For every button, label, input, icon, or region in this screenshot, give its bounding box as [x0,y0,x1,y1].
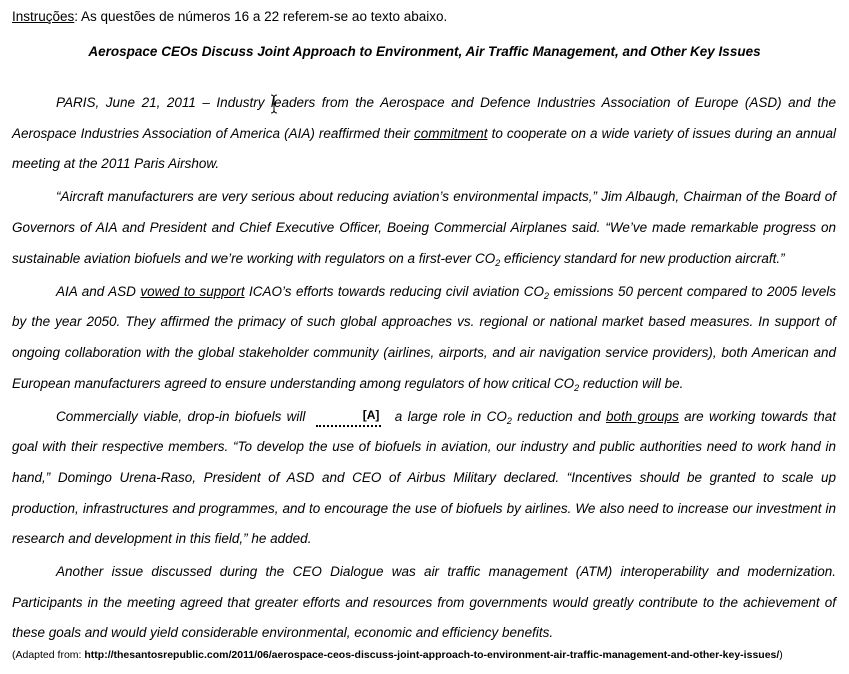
source-suffix: ) [779,649,783,661]
paragraph-3-text-a: AIA and ASD [56,283,141,299]
underlined-both-groups: both groups [605,408,679,424]
paragraph-4-text-d: are working towards that goal with their respective members. “To develop the use of biofuels in aviation, our industry and public authorities need to work hand in hand,” Domingo Urena-Raso, President of ASD and CEO of Airbus Military declared. “Incentives should be granted to scale up production, infrastructures and programmes, and to encourage the use of biofuels by airlines. We also need to increase our investment in research and development in this field,” he added. [12,408,836,547]
paragraph-1 [12,88,836,180]
source-citation [12,648,783,662]
text-cursor-icon [270,94,278,114]
paragraph-5 [12,557,836,649]
paragraph-3-text-d: reduction will be. [579,375,684,391]
paragraph-4 [12,402,836,555]
article-title: Aerospace CEOs Discuss Joint Approach to Environment, Air Traffic Management, and Other Key Issues [88,44,761,59]
paragraph-1-text-a: PARIS, June 21, 2011 – Industry leaders from the Aerospace and Defence Industries Association of Europe (ASD) and the Aerospace Industries Association of America (AIA) reaffirmed their [12,95,836,141]
source-url: http://thesantosrepublic.com/2011/06/aerospace-ceos-discuss-joint-approach-to-environment-air-traffic-management-and-other-key-issues/ [84,649,780,661]
paragraph-2-text-a: “Aircraft manufacturers are very serious about reducing aviation’s environmental impacts,” Jim Albaugh, Chairman of the Board of Governors of AIA and President and Chief Executive Officer, Boeing Commercial Airplanes said. “We’ve made remarkable progress on sustainable aviation biofuels and we’re working with regulators on a first-ever CO [12,189,836,266]
blank-dotted-underline [316,425,382,427]
paragraph-1-text-b: to cooperate on a wide variety of issues during an annual meeting at the 2011 Paris Airshow. [12,125,836,172]
paragraph-3 [12,277,836,399]
subscript: 2 [506,415,512,426]
blank-a-placeholder [311,408,390,422]
underlined-vowed-to-support: vowed to support [140,283,245,299]
paragraph-2 [12,182,836,274]
paragraph-4-text-c: reduction and [511,408,606,424]
paragraph-5-text: Another issue discussed during the CEO Dialogue was air traffic management (ATM) interoperability and modernization. Participants in the meeting agreed that greater efforts and resources from governments would greatly contribute to the achievement of these goals and would yield considerable environmental, economic and efficiency benefits. [12,564,836,641]
instructions-label: Instruções [12,9,75,24]
paragraph-2-text-b: efficiency standard for new production aircraft.” [500,250,785,266]
subscript: 2 [574,382,580,393]
source-prefix: (Adapted from: [12,649,85,661]
instructions-text: : As questões de números 16 a 22 referem-se ao texto abaixo. [74,9,448,24]
article-body [12,88,836,652]
paragraph-4-text-b: a large role in CO [389,408,507,424]
subscript: 2 [544,290,550,301]
paragraph-3-text-b: ICAO’s efforts towards reducing civil aviation CO [244,283,545,299]
paragraph-3-text-c: emissions 50 percent compared to 2005 levels by the year 2050. They affirmed the primacy of such global approaches vs. regional or national market based measures. In support of ongoing collaboration with the global stakeholder community (airlines, airports, and air navigation service providers), both American and European manufacturers agreed to ensure understanding among regulators of how critical CO [12,283,837,391]
instructions-line [12,8,447,26]
subscript: 2 [495,257,501,268]
paragraph-4-text-a: Commercially viable, drop-in biofuels will [56,408,311,424]
blank-a-label: [A] [362,407,380,422]
underlined-commitment: commitment [414,125,488,141]
